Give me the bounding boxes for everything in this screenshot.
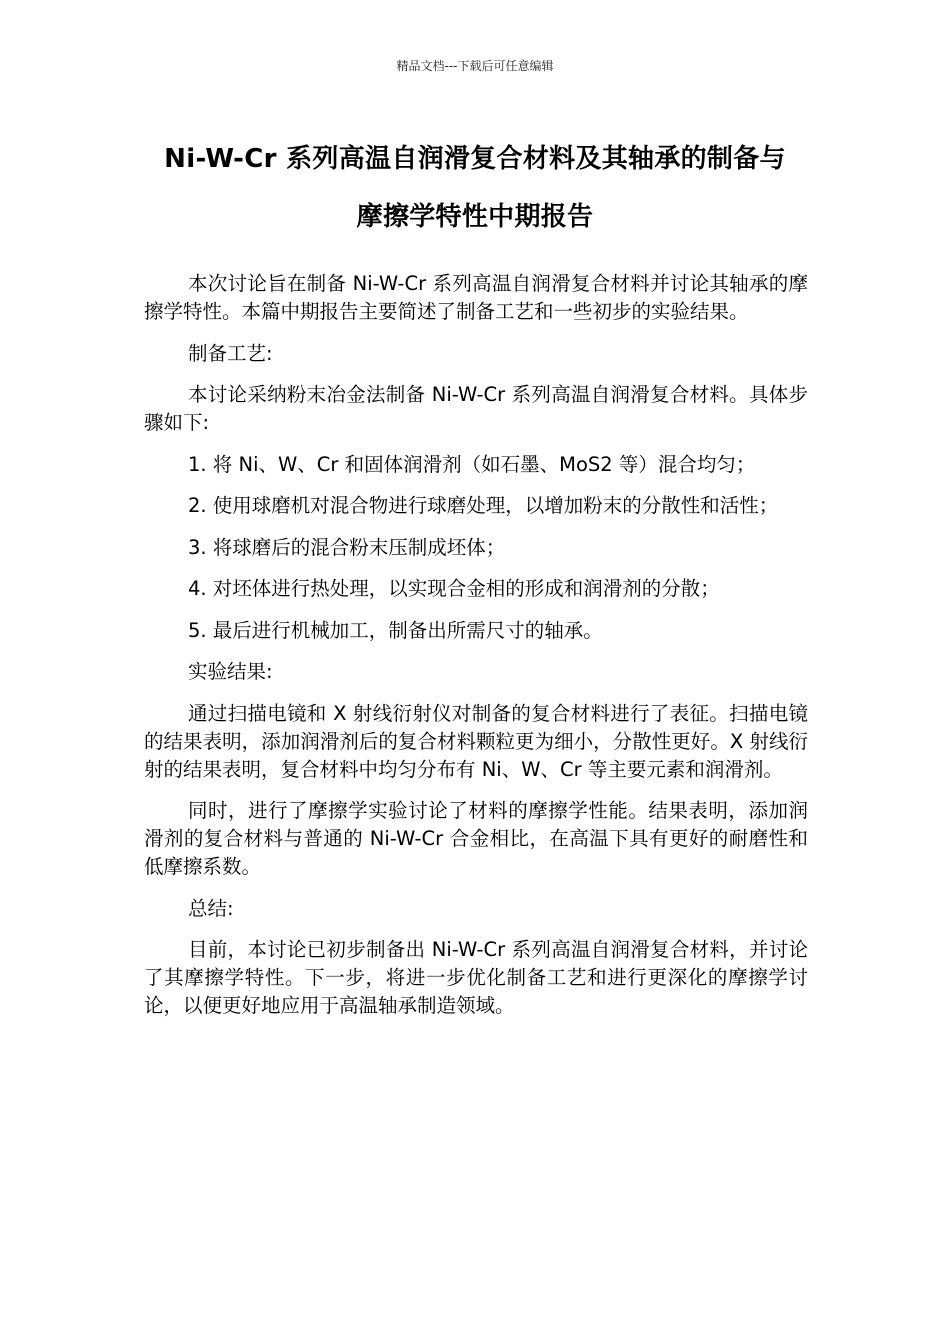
intro-paragraph: 本次讨论旨在制备 Ni-W-Cr 系列高温自润滑复合材料并讨论其轴承的摩擦学特性。本篇中期报告主要简述了制备工艺和一些初步的实验结果。 <box>144 272 808 323</box>
summary-heading: 总结: <box>188 896 234 920</box>
title-line-2: 摩擦学特性中期报告 <box>356 202 594 232</box>
list-item: 2. 使用球磨机对混合物进行球磨处理，以增加粉末的分散性和活性； <box>188 494 779 517</box>
results-paragraph-1: 通过扫描电镜和 X 射线衍射仪对制备的复合材料进行了表征。扫描电镜的结果表明，添加润滑剂后的复合材料颗粒更为细小，分散性更好。X 射线衍射的结果表明，复合材料中均匀分布有 Ni、W、Cr 等主要元素和润滑剂。 <box>144 701 808 781</box>
header-note: 精品文档---下载后可任意编辑 <box>396 59 554 73</box>
list-item: 5. 最后进行机械加工，制备出所需尺寸的轴承。 <box>188 618 603 642</box>
list-item: 4. 对坯体进行热处理，以实现合金相的形成和润滑剂的分散； <box>188 577 720 600</box>
prep-heading: 制备工艺: <box>188 341 273 365</box>
list-item: 1. 将 Ni、W、Cr 和固体润滑剂（如石墨、MoS2 等）混合均匀； <box>188 452 756 476</box>
summary-paragraph: 目前，本讨论已初步制备出 Ni-W-Cr 系列高温自润滑复合材料，并讨论了其摩擦学特性。下一步，将进一步优化制备工艺和进行更深化的摩擦学讨论，以便更好地应用于高温轴承制造领域。 <box>144 938 808 1017</box>
document-title <box>140 130 810 246</box>
steps-list <box>144 451 808 645</box>
results-paragraph-2: 同时，进行了摩擦学实验讨论了材料的摩擦学性能。结果表明，添加润滑剂的复合材料与普通的 Ni-W-Cr 合金相比，在高温下具有更好的耐磨性和低摩擦系数。 <box>144 799 808 878</box>
document-body <box>144 270 808 1034</box>
list-item: 3. 将球磨后的混合粉末压制成坯体； <box>188 535 506 559</box>
results-heading: 实验结果: <box>188 660 273 683</box>
title-line-1: Ni-W-Cr 系列高温自润滑复合材料及其轴承的制备与 <box>164 144 786 174</box>
prep-paragraph: 本讨论采纳粉末冶金法制备 Ni-W-Cr 系列高温自润滑复合材料。具体步骤如下: <box>144 383 808 434</box>
